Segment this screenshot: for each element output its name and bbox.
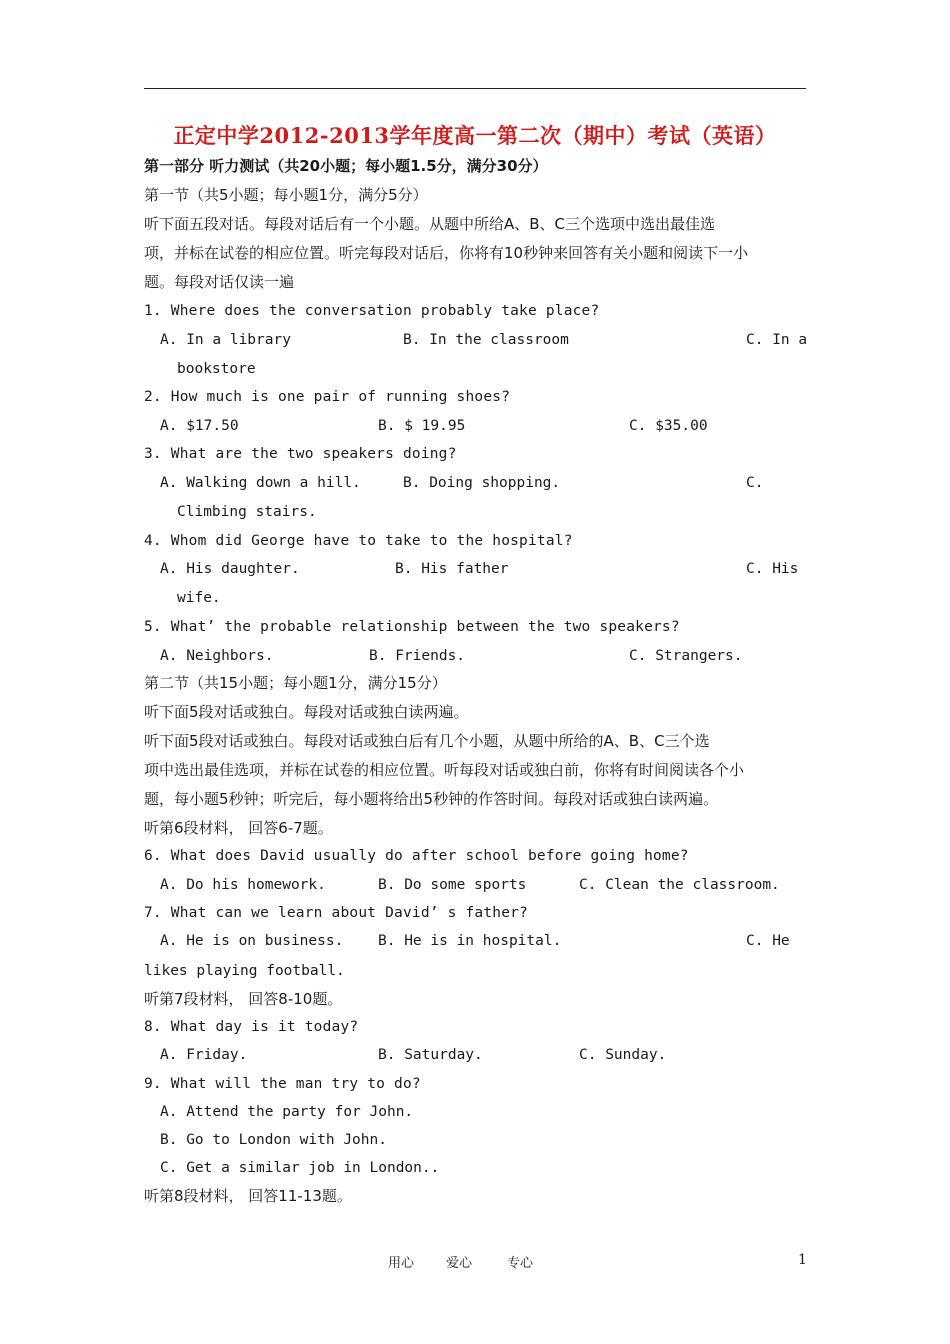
q6-option-b: B. Do some sports xyxy=(378,877,527,893)
q1-option-c-cont: bookstore xyxy=(177,361,256,377)
q6-option-c: C. Clean the classroom. xyxy=(579,877,780,893)
q8-option-b: B. Saturday. xyxy=(378,1047,483,1063)
question-6: 6. What does David usually do after school before going home? xyxy=(144,848,689,864)
q3-option-c-cont: Climbing stairs. xyxy=(177,504,317,520)
section1-instruction-1: 听下面五段对话。每段对话后有一个小题。从题中所给A、B、C三个选项中选出最佳选 xyxy=(144,215,716,233)
q3-option-c: C. xyxy=(746,475,764,491)
question-1: 1. Where does the conversation probably take place? xyxy=(144,303,600,319)
page-number: 1 xyxy=(798,1252,807,1268)
material-6-heading: 听第6段材料， 回答6-7题。 xyxy=(144,819,333,837)
section2-instruction-3: 题，每小题5秒钟；听完后，每小题将给出5秒钟的作答时间。每段对话或独白读两遍。 xyxy=(144,790,719,808)
part1-heading: 第一部分 听力测试（共20小题；每小题1.5分，满分30分） xyxy=(144,157,548,175)
q5-option-a: A. Neighbors. xyxy=(160,648,274,664)
q3-option-a: A. Walking down a hill. xyxy=(160,475,361,491)
section2-instruction-2: 项中选出最佳选项，并标在试卷的相应位置。听每段对话或独白前，你将有时间阅读各个小 xyxy=(144,761,745,779)
q8-option-c: C. Sunday. xyxy=(579,1047,667,1063)
q4-option-b: B. His father xyxy=(395,561,509,577)
q7-option-c: C. He xyxy=(746,933,790,949)
footer-right: 专心 xyxy=(507,1256,534,1271)
material-7-heading: 听第7段材料， 回答8-10题。 xyxy=(144,990,343,1008)
question-9: 9. What will the man try to do? xyxy=(144,1076,421,1092)
section1-heading: 第一节（共5小题；每小题1分，满分5分） xyxy=(144,186,428,204)
question-5: 5. What’ the probable relationship between the two speakers? xyxy=(144,619,680,635)
q9-option-a: A. Attend the party for John. xyxy=(160,1104,414,1120)
q6-option-a: A. Do his homework. xyxy=(160,877,326,893)
q5-option-b: B. Friends. xyxy=(369,648,466,664)
q1-option-b: B. In the classroom xyxy=(403,332,569,348)
question-8: 8. What day is it today? xyxy=(144,1019,359,1035)
q4-option-c-cont: wife. xyxy=(177,590,221,606)
question-3: 3. What are the two speakers doing? xyxy=(144,446,457,462)
section2-instruction-1: 听下面5段对话或独白。每段对话或独白后有几个小题，从题中所给的A、B、C三个选 xyxy=(144,732,710,750)
q2-option-b: B. $ 19.95 xyxy=(378,418,466,434)
footer-mid: 爱心 xyxy=(446,1256,473,1271)
footer-left: 用心 xyxy=(388,1256,415,1271)
header-rule xyxy=(144,88,806,89)
section2-heading: 第二节（共15小题；每小题1分，满分15分） xyxy=(144,674,447,692)
q4-option-a: A. His daughter. xyxy=(160,561,300,577)
q9-option-b: B. Go to London with John. xyxy=(160,1132,387,1148)
q3-option-b: B. Doing shopping. xyxy=(403,475,561,491)
q5-option-c: C. Strangers. xyxy=(629,648,743,664)
question-2: 2. How much is one pair of running shoes? xyxy=(144,389,511,405)
question-4: 4. Whom did George have to take to the hospital? xyxy=(144,533,573,549)
q7-option-a: A. He is on business. xyxy=(160,933,344,949)
q7-option-c-cont: likes playing football. xyxy=(144,963,345,979)
section1-instruction-2: 项，并标在试卷的相应位置。听完每段对话后，你将有10秒钟来回答有关小题和阅读下一小 xyxy=(144,244,749,262)
q8-option-a: A. Friday. xyxy=(160,1047,248,1063)
question-7: 7. What can we learn about David’ s father? xyxy=(144,905,528,921)
q2-option-c: C. $35.00 xyxy=(629,418,708,434)
exam-title: 正定中学2012-2013学年度高一第二次（期中）考试（英语） xyxy=(173,123,777,148)
q2-option-a: A. $17.50 xyxy=(160,418,239,434)
q1-option-a: A. In a library xyxy=(160,332,291,348)
q9-option-c: C. Get a similar job in London.. xyxy=(160,1160,440,1176)
q1-option-c: C. In a xyxy=(746,332,808,348)
section2-subheading: 听下面5段对话或独白。每段对话或独白读两遍。 xyxy=(144,703,469,721)
material-8-heading: 听第8段材料， 回答11-13题。 xyxy=(144,1187,352,1205)
q4-option-c: C. His xyxy=(746,561,799,577)
q7-option-b: B. He is in hospital. xyxy=(378,933,562,949)
section1-instruction-3: 题。每段对话仅读一遍 xyxy=(144,273,295,291)
